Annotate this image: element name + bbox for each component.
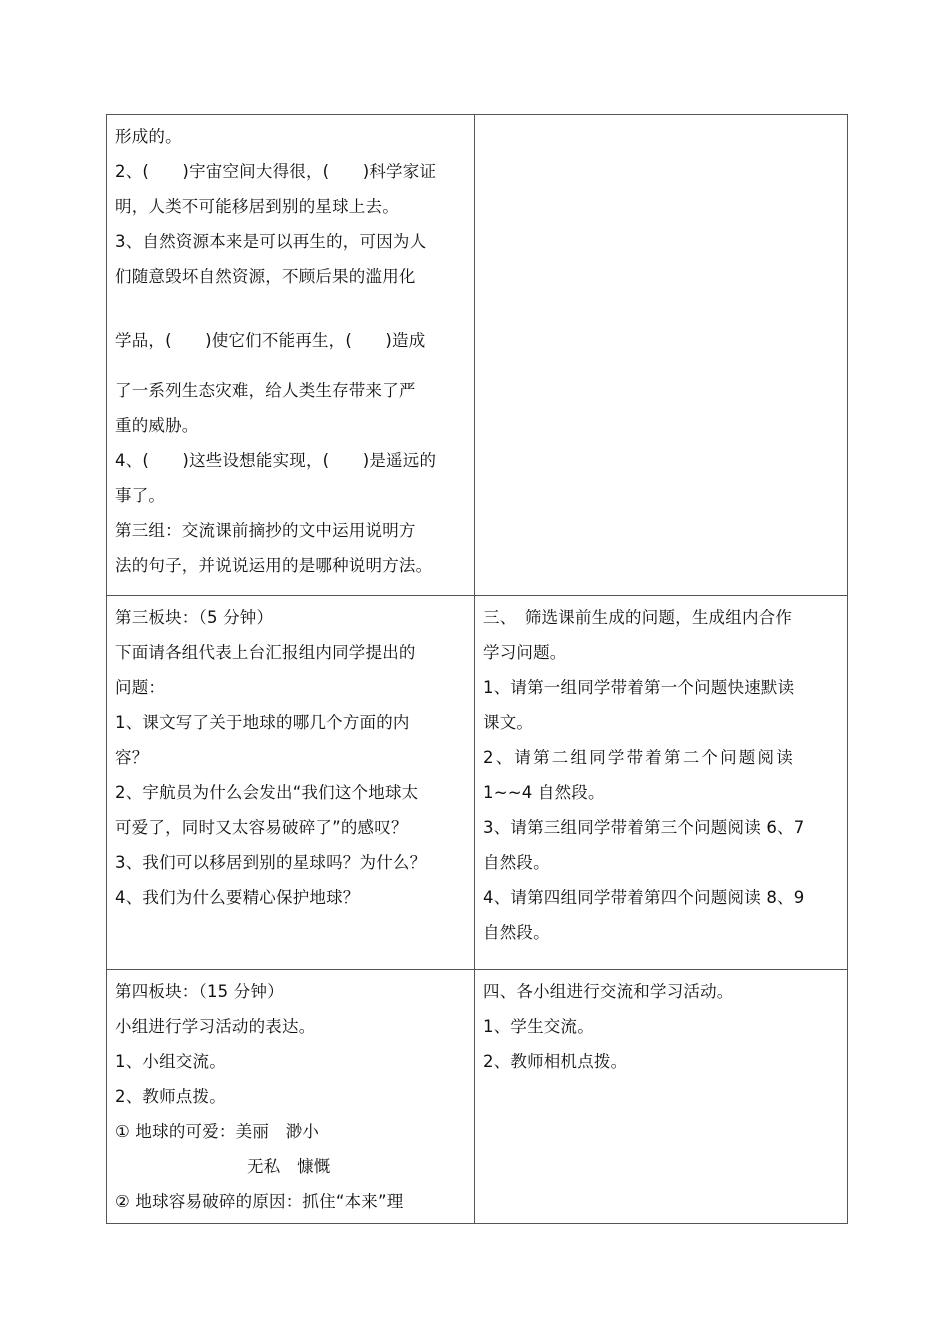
text-line: 1、请第一组同学带着第一个问题快速默读 (483, 678, 795, 697)
section-heading: 三、 筛选课前生成的问题，生成组内合作 (483, 608, 793, 627)
notes-cell (475, 115, 848, 596)
text-line: ② 地球容易破碎的原因：抓住“本来”理 (115, 1192, 404, 1211)
text-line: ① 地球的可爱：美丽 渺小 (115, 1122, 320, 1141)
table-row (107, 970, 848, 1224)
table-row (107, 115, 848, 596)
text-line: 4、我们为什么要精心保护地球？ (115, 888, 360, 907)
lesson-plan-table (106, 114, 848, 1224)
text-line: 容？ (115, 748, 149, 767)
activity-cell (107, 970, 475, 1224)
text-line: 3、我们可以移居到别的星球吗？为什么？ (115, 853, 427, 872)
text-line: 1、学生交流。 (483, 1017, 594, 1036)
text-line: 自然段。 (483, 853, 550, 872)
text-line: 事了。 (115, 486, 166, 505)
section-heading: 第四板块：（15 分钟） (115, 982, 284, 1001)
text-line: 4、请第四组同学带着第四个问题阅读 8、9 (483, 888, 805, 907)
text-line: 2、教师相机点拨。 (483, 1052, 628, 1071)
text-line: 下面请各组代表上台汇报组内同学提出的 (115, 643, 416, 662)
activity-cell (107, 596, 475, 970)
student-activity-cell (475, 970, 848, 1224)
text-line: 学品，( )使它们不能再生，( )造成 (115, 331, 426, 350)
section-heading: 四、各小组进行交流和学习活动。 (483, 982, 734, 1001)
text-line: 无私 慷慨 (247, 1157, 331, 1176)
text-line: 可爱了，同时又太容易破碎了”的感叹？ (115, 818, 408, 837)
activity-cell (107, 115, 475, 596)
text-line: 重的威胁。 (115, 416, 199, 435)
text-line: 小组进行学习活动的表达。 (115, 1017, 316, 1036)
text-line: 2、宇航员为什么会发出“我们这个地球太 (115, 783, 419, 802)
text-line: 了一系列生态灾难，给人类生存带来了严 (115, 381, 416, 400)
text-line: 2、( )宇宙空间大得很，( )科学家证 (115, 162, 437, 181)
text-line: 2、教师点拨。 (115, 1087, 226, 1106)
text-line: 课文。 (483, 713, 534, 732)
section-heading: 第三板块：（5 分钟） (115, 608, 274, 627)
text-line: 2、请第二组同学带着第二个问题阅读 (483, 748, 795, 767)
text-line: 1、小组交流。 (115, 1052, 226, 1071)
student-activity-cell (475, 596, 848, 970)
text-line: 形成的。 (115, 127, 182, 146)
table-row (107, 596, 848, 970)
text-line: 第三组：交流课前摘抄的文中运用说明方 (115, 521, 416, 540)
text-line: 法的句子，并说说运用的是哪种说明方法。 (115, 556, 433, 575)
text-line: 自然段。 (483, 923, 550, 942)
text-line: 1、课文写了关于地球的哪几个方面的内 (115, 713, 410, 732)
text-line: 3、自然资源本来是可以再生的，可因为人 (115, 232, 427, 251)
text-line: 们随意毁坏自然资源，不顾后果的滥用化 (115, 267, 416, 286)
text-line: 1~~4 自然段。 (483, 783, 605, 802)
text-line: 学习问题。 (483, 643, 567, 662)
text-line: 明，人类不可能移居到别的星球上去。 (115, 197, 399, 216)
text-line: 问题： (115, 678, 166, 697)
text-line: 3、请第三组同学带着第三个问题阅读 6、7 (483, 818, 805, 837)
text-line: 4、( )这些设想能实现，( )是遥远的 (115, 451, 437, 470)
